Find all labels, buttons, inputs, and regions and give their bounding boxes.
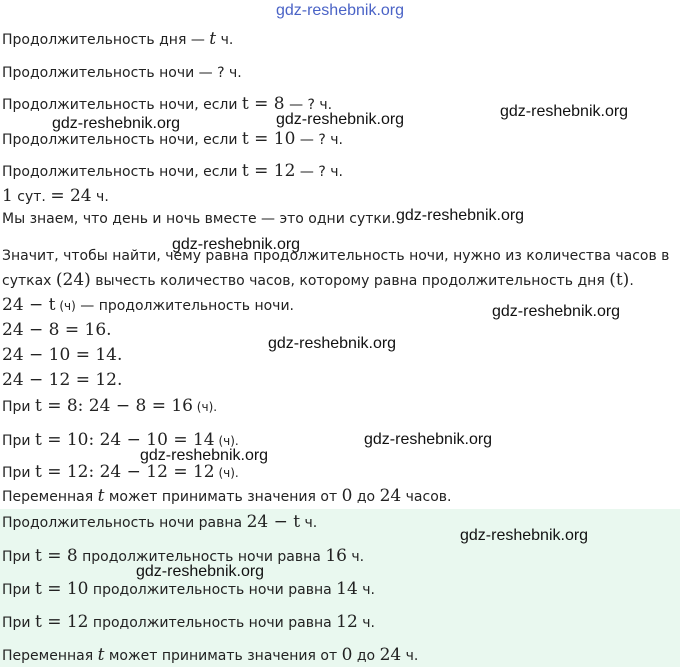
text: сутках <box>2 273 56 289</box>
solution-line <box>2 486 451 507</box>
unit: (ч). <box>192 400 218 414</box>
text: ч. <box>357 582 375 598</box>
math: 24 − 10 = 14. <box>2 345 123 365</box>
solution-line <box>2 270 634 291</box>
text: ч. <box>300 515 318 531</box>
watermark: gdz-reshebnik.org <box>136 563 265 580</box>
math: t <box>209 29 217 49</box>
math: t = 8 <box>34 546 78 566</box>
unit: (ч). <box>214 466 239 480</box>
solution-line <box>2 396 217 417</box>
solution-line <box>2 295 294 316</box>
text: При <box>2 465 35 481</box>
text: до <box>352 489 380 505</box>
math: 0 <box>341 645 353 665</box>
text: — ? ч. <box>284 97 333 113</box>
text: ч. <box>216 32 234 48</box>
text: продолжительность ночи равна <box>88 615 337 631</box>
solution-line <box>2 29 233 50</box>
text: продолжительность ночи равна <box>88 582 337 598</box>
math: 14 <box>336 579 358 599</box>
text: При <box>2 433 35 449</box>
math: t = 8: 24 − 8 = 16 <box>34 396 193 416</box>
math: t <box>97 486 105 506</box>
answer-line <box>2 612 375 633</box>
solution-line <box>2 462 239 483</box>
text: Переменная <box>2 648 98 664</box>
math: 12 <box>336 612 358 632</box>
text: ч. <box>91 189 109 205</box>
solution-line <box>2 161 343 182</box>
solution-line <box>2 246 669 266</box>
math: t = 10 <box>34 579 89 599</box>
text: — продолжительность ночи. <box>75 298 294 314</box>
text: . <box>629 273 634 289</box>
math: 24 − 12 = 12. <box>2 370 123 390</box>
math: t = 12 <box>241 161 296 181</box>
solution-line <box>2 63 242 83</box>
watermark: gdz-reshebnik.org <box>52 115 181 132</box>
solution-line <box>2 320 112 341</box>
solution-line <box>2 370 122 391</box>
text: Продолжительность ночи, если <box>2 164 242 180</box>
text: Переменная <box>2 489 98 505</box>
math: t = 12 <box>34 612 89 632</box>
solution-line <box>2 209 395 229</box>
answer-line <box>2 645 418 666</box>
watermark: gdz-reshebnik.org <box>492 303 621 320</box>
answer-line <box>2 512 317 533</box>
math: t = 12: 24 − 12 = 12 <box>34 462 215 482</box>
text: — ? ч. <box>295 164 343 180</box>
text: При <box>2 399 35 415</box>
answer-line <box>2 579 375 600</box>
watermark: gdz-reshebnik.org <box>268 335 397 352</box>
text: ч. <box>401 648 419 664</box>
solution-line <box>2 186 109 207</box>
text: Продолжительность ночи — ? ч. <box>2 65 242 81</box>
text: Продолжительность ночи, если <box>2 97 242 113</box>
math: (24) <box>55 270 91 290</box>
math: 16 <box>325 546 347 566</box>
text: может принимать значения от <box>104 489 342 505</box>
text: При <box>2 615 35 631</box>
text: ч. <box>357 615 375 631</box>
math: 24 − t <box>2 295 56 315</box>
solution-line <box>2 345 122 366</box>
watermark: gdz-reshebnik.org <box>276 111 405 128</box>
math: t = 10 <box>241 129 296 149</box>
math: (t) <box>609 270 630 290</box>
math: 24 − t <box>246 512 301 532</box>
text: Значит, чтобы найти, чему равна продолжительность ночи, нужно из количества часов в <box>2 248 670 264</box>
text: сут. <box>12 189 51 205</box>
text: может принимать значения от <box>104 648 342 664</box>
text: При <box>2 582 35 598</box>
text: часов. <box>401 489 452 505</box>
math: 24 <box>379 486 402 506</box>
math: t = 10: 24 − 10 = 14 <box>34 430 215 450</box>
watermark: gdz-reshebnik.org <box>364 431 493 448</box>
watermark: gdz-reshebnik.org <box>396 207 525 224</box>
unit: (ч) <box>55 299 76 313</box>
watermark: gdz-reshebnik.org <box>140 447 269 464</box>
text: Продолжительность ночи равна <box>2 515 247 531</box>
text: вычесть количество часов, которому равна продолжительность дня <box>90 273 610 289</box>
watermark: gdz-reshebnik.org <box>500 103 629 120</box>
math: 0 <box>341 486 353 506</box>
math: = 24 <box>50 186 92 206</box>
math: 24 − 8 = 16. <box>2 320 112 340</box>
text: При <box>2 549 35 565</box>
unit: (ч). <box>214 434 239 448</box>
watermark: gdz-reshebnik.org <box>172 236 301 253</box>
text: Мы знаем, что день и ночь вместе — это одни сутки. <box>2 211 396 227</box>
text: — ? ч. <box>295 132 343 148</box>
watermark: gdz-reshebnik.org <box>460 527 589 544</box>
text: продолжительность ночи равна <box>77 549 326 565</box>
site-header[interactable]: gdz-reshebnik.org <box>275 2 405 19</box>
math: 24 <box>379 645 402 665</box>
text: Продолжительность дня — <box>2 32 210 48</box>
text: ч. <box>346 549 365 565</box>
text: до <box>352 648 380 664</box>
math: 1 <box>2 186 13 206</box>
text: Продолжительность ночи, если <box>2 132 242 148</box>
math: t <box>97 645 105 665</box>
math: t = 8 <box>241 94 285 114</box>
